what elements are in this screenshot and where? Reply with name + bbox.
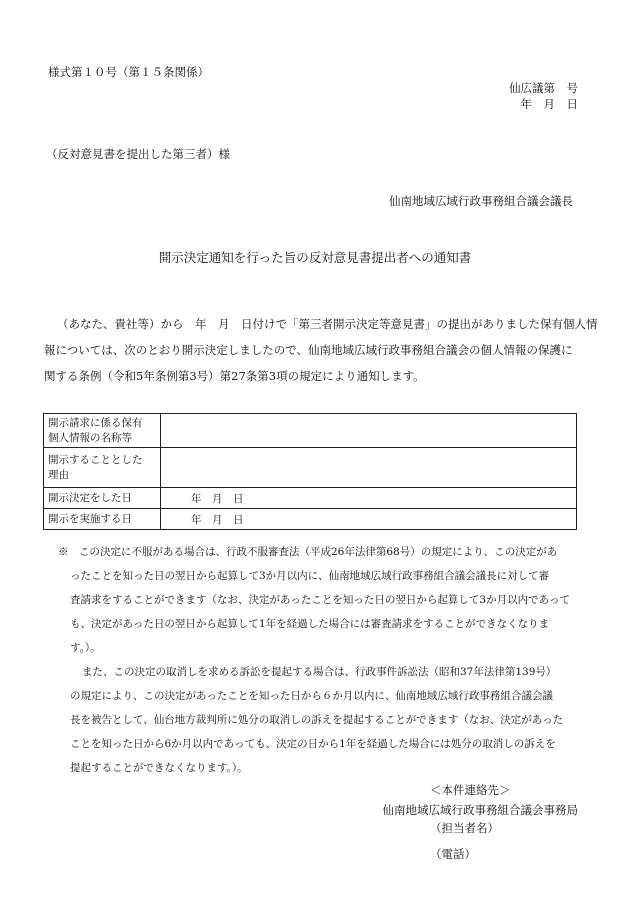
table-label: 開示することとした 理由 xyxy=(44,448,161,488)
info-table xyxy=(43,413,577,530)
body-line: 関する条例（令和5年条例第3号）第27条第3項の規定により通知します。 xyxy=(44,369,425,383)
table-value: 年 月 日 xyxy=(161,509,577,530)
table-row xyxy=(44,414,577,448)
contact-phone: （電話） xyxy=(430,847,476,861)
table-label: 開示請求に係る保有 個人情報の名称等 xyxy=(44,414,161,448)
document-title: 開示決定通知を行った旨の反対意見書提出者への通知書 xyxy=(158,250,472,265)
recipient: （反対意見書を提出した第三者）様 xyxy=(46,147,230,161)
table-row xyxy=(44,448,577,488)
document-date: 年 月 日 xyxy=(520,97,578,111)
table-value xyxy=(161,448,577,488)
body-line: （あなた、貴社等）から 年 月 日付けで「第三者開示決定等意見書」の提出がありました保有個人情 xyxy=(57,317,598,331)
sender: 仙南地域広域行政事務組合議会議長 xyxy=(389,194,573,208)
form-number: 様式第１０号（第１５条関係） xyxy=(48,65,209,79)
note-line: ったことを知った日の翌日から起算して3か月以内に、仙南地域広域行政事務組合議会議長に対して審 xyxy=(70,570,550,582)
note-line: ※ この決定に不服がある場合は、行政不服審査法（平成26年法律第68号）の規定により、この決定があ xyxy=(58,546,558,558)
table-label: 開示決定をした日 xyxy=(44,488,161,509)
note-line: ことを知った日から6か月以内であっても、決定の日から1年を経過した場合には処分の取消しの訴えを xyxy=(70,738,556,750)
table-value xyxy=(161,414,577,448)
note-line: す。）。 xyxy=(70,642,101,654)
table-row xyxy=(44,509,577,530)
table-label: 開示を実施する日 xyxy=(44,509,161,530)
note-line: 長を被告として、仙台地方裁判所に処分の取消しの訴えを提起することができます（なお、決定があった xyxy=(70,714,564,726)
note-line: また、この決定の取消しを求める訴訟を提起する場合は、行政事件訴訟法（昭和37年法律第139号） xyxy=(82,666,557,678)
body-line: 報については、次のとおり開示決定しましたので、仙南地域広域行政事務組合議会の個人情報の保護に xyxy=(44,343,573,357)
note-line: 提起することができなくなります。）。 xyxy=(70,762,248,774)
contact-office: 仙南地域広域行政事務組合議会事務局 xyxy=(382,803,578,817)
table-value: 年 月 日 xyxy=(161,488,577,509)
document-number: 仙広議第 号 xyxy=(509,81,578,95)
note-line: も、決定があった日の翌日から起算して1年を経過した場合には審査請求をすることができなくなりま xyxy=(70,618,550,630)
contact-person: （担当者名） xyxy=(430,821,499,835)
note-line: の規定により、この決定があったことを知った日から６か月以内に、仙南地域広域行政事務組合議会議 xyxy=(70,690,553,702)
note-line: 査請求をすることができます（なお、決定があったことを知った日の翌日から起算して3か月以内であって xyxy=(70,594,570,606)
table-row xyxy=(44,488,577,509)
contact-heading: ＜本件連絡先＞ xyxy=(430,783,511,797)
